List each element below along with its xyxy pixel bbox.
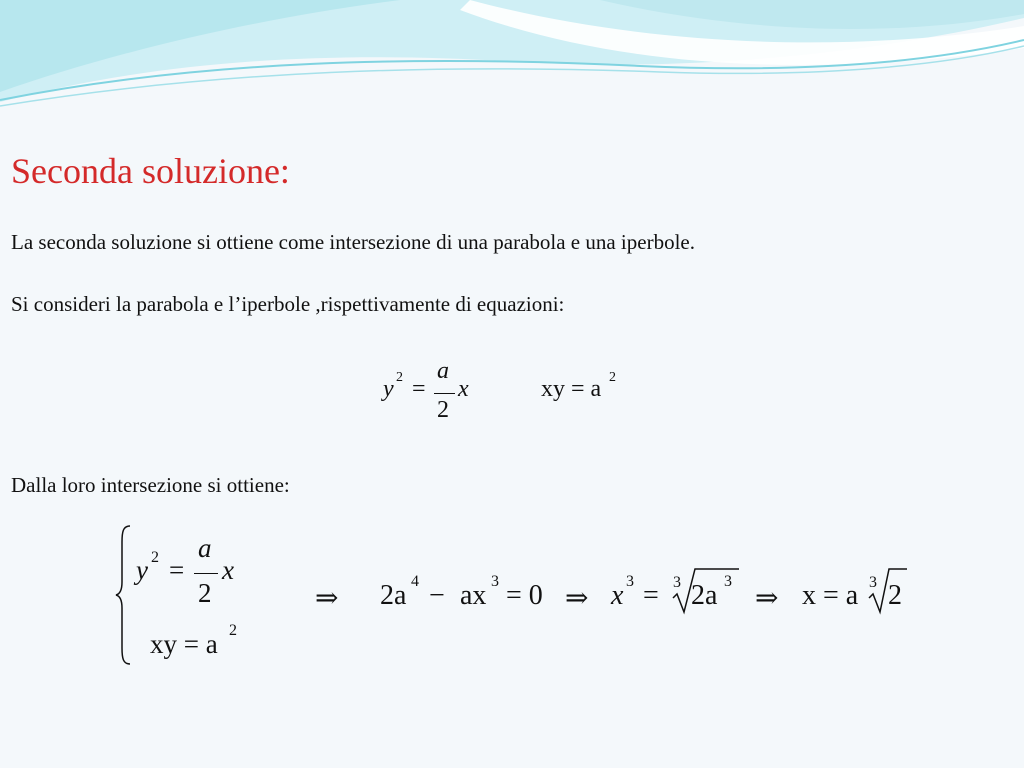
step3-root-index: 3 (869, 574, 877, 591)
parabola-denominator: 2 (437, 397, 449, 423)
system-parabola-fraction-bar (194, 573, 218, 574)
parabola-numerator: a (437, 358, 449, 384)
paragraph-equations-intro: Si consideri la parabola e l’iperbole ,rispettivamente di equazioni: (11, 292, 565, 316)
system-hyperbola-text: xy = a (150, 629, 218, 659)
step2-radicand-exponent: 3 (724, 573, 732, 590)
implies-arrow-1: ⇒ (315, 583, 339, 614)
step1-term2-exponent: 3 (491, 573, 499, 590)
parabola-lhs: y (383, 376, 394, 402)
step1-term1: 2a (380, 580, 407, 611)
step1-minus: − (429, 580, 445, 611)
parabola-variable: x (458, 376, 469, 402)
step2-lhs: x (611, 580, 624, 611)
parabola-equals: = (412, 376, 426, 402)
system-parabola-equals: = (169, 555, 185, 585)
paragraph-intro: La seconda soluzione si ottiene come intersezione di una parabola e una iperbole. (11, 230, 695, 254)
step2-root-index: 3 (673, 574, 681, 591)
hyperbola-exponent: 2 (609, 370, 616, 385)
parabola-fraction-bar (434, 393, 455, 394)
system-parabola-lhs: y (136, 555, 148, 585)
system-parabola-variable: x (222, 555, 234, 585)
system-brace-icon (114, 524, 134, 666)
system-parabola-numerator: a (198, 533, 212, 563)
implies-arrow-2: ⇒ (565, 583, 589, 614)
step3-lhs: x = a (802, 580, 859, 611)
step1-term1-exponent: 4 (411, 573, 419, 590)
parabola-lhs-exponent: 2 (396, 370, 403, 385)
step1-rhs: = 0 (506, 580, 543, 611)
system-parabola-lhs-exponent: 2 (151, 549, 159, 566)
hyperbola-text: xy = a (541, 376, 602, 402)
implies-arrow-3: ⇒ (755, 583, 779, 614)
step2-radicand: 2a (691, 580, 718, 611)
header-wave-decoration (0, 0, 1024, 120)
system-parabola-denominator: 2 (198, 578, 212, 608)
step2-lhs-exponent: 3 (626, 573, 634, 590)
slide-title: Seconda soluzione: (11, 151, 290, 191)
step1-term2: ax (460, 580, 487, 611)
system-hyperbola-exponent: 2 (229, 622, 237, 639)
step3-radicand: 2 (888, 580, 902, 611)
paragraph-intersection-intro: Dalla loro intersezione si ottiene: (11, 473, 290, 497)
step2-equals: = (643, 580, 659, 611)
